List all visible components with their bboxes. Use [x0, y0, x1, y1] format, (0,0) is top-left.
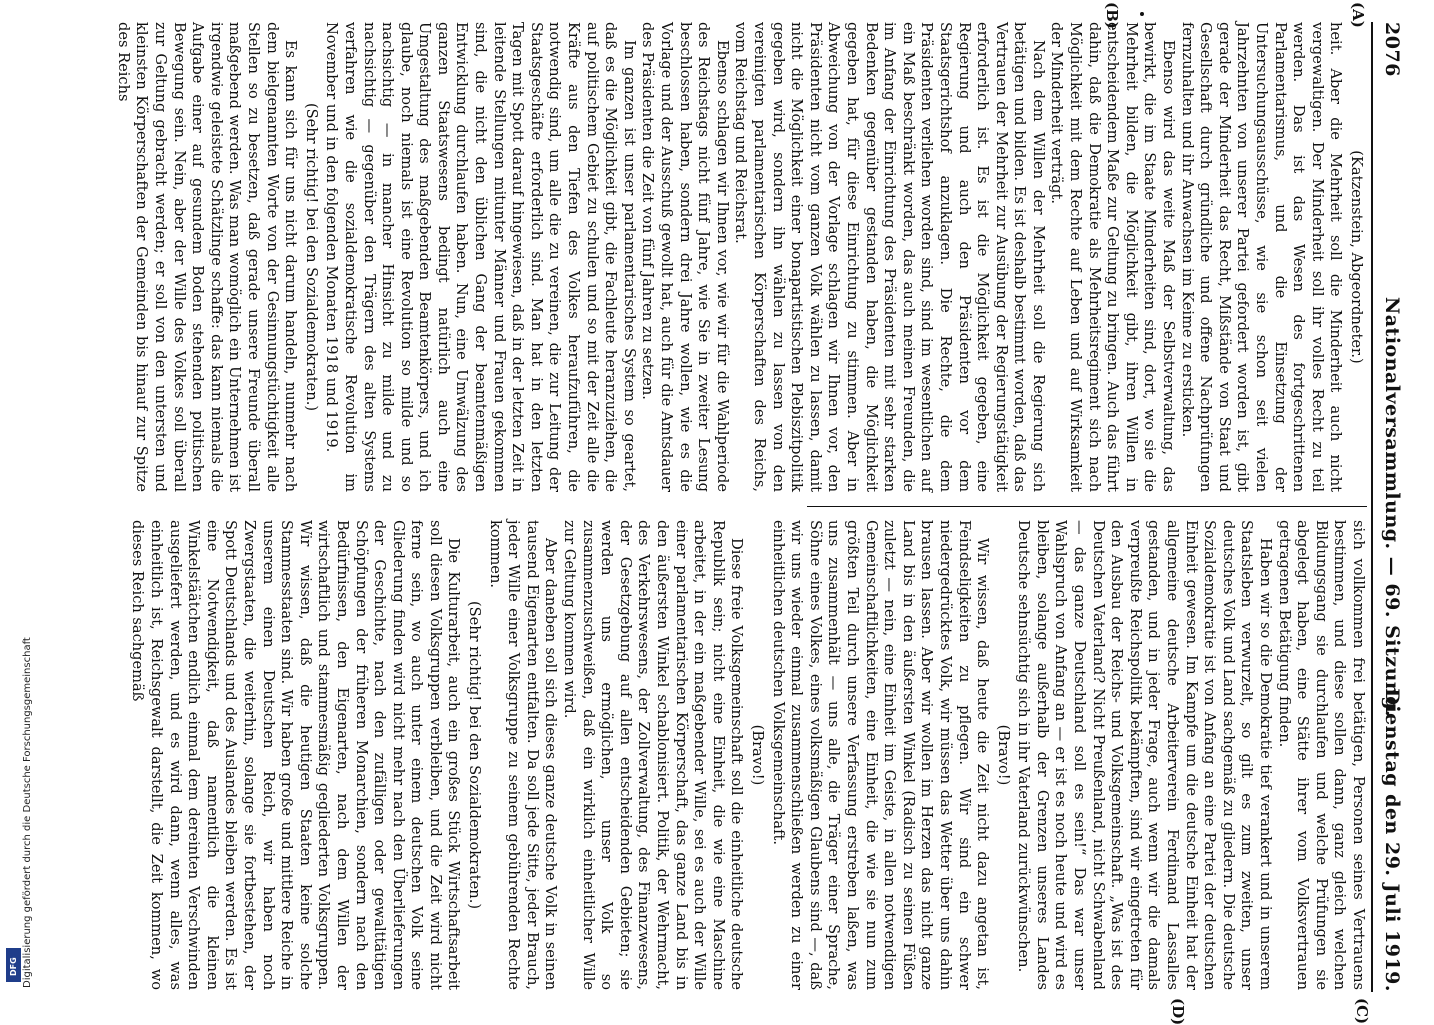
dfg-logo-text: DFG [9, 957, 18, 976]
paragraph: Ebenso wird das weite Maß der Selbstverwaltung, das bewirkt, die im Staate Minderheiten sind, dort, wo sie die Mehrheit bilden, die Möglichkeit gibt, ihren Willen in entscheidendem Maße zur Geltung zu bringen. Auch das führt dahin, daß die Demokratie als Mehrheitsregiment sich nach Möglichkeit mit dem Rechte auf Leben und auf Wirksamkeit der Minderheit verträgt. [1048, 22, 1178, 492]
interjection: (Bravo!) [994, 724, 1012, 786]
speaker-label: (Katzenstein, Abgeordneter.) [1348, 150, 1365, 364]
footer-text: Digitalisierung gefördert durch die Deutsche Forschungsgemeinschaft [22, 637, 33, 988]
paragraph: Ebenso schlagen wir Ihnen vor, wie wir für die Wahlperiode des Reichstags nicht fünf Jahre, wie Sie in zweiter Lesung beschlossen haben, sondern drei Jahre wollen, wie es die Vorlage und der Ausschuß gewollt hat, auch für die Amtsdauer des Präsidenten die Zeit von fünf Jahren zu setzen. [639, 22, 731, 492]
page-number: 2076 [1381, 22, 1403, 77]
right-column [129, 520, 1367, 990]
paragraph: sich vollkommen frei betätigen, Personen seines Vertrauens bestimmen, und diese sollen dann, ganz gleich welchen Bildungsgang sie durchlaufen und welche Prüfungen sie abgelegt haben, eine Stätte ihrer vom Volksvertrauen getragenen Betätigung finden. [1275, 520, 1367, 990]
interjection: (Bravo!) [749, 724, 766, 786]
page-header [1371, 22, 1407, 992]
paragraph: Haben wir so die Demokratie tief verankert und in unserem Staatsleben verwurzelt, so gilt es zum zweiten, unser deutsches Volk und Land sachgemäß zu gliedern. Die deutsche Sozialdemokratie ist von Anfang an eine Partei der deutschen Einheit gewesen. Im Kampfe um die deutsche Einheit hat der allgemeine deutsche Arbeiterverein Ferdinand Lassalles gestanden, und in jeder Frage, auch wenn wir die damals verpreußte Reichspolitik bekämpften, sind wir eingetreten für den Ausbau der Reichs- und Volksgemeinschaft. „Was ist des Deutschen Vaterland? Nicht Preußenland, nicht Schwabenland — das ganze Deutschland soll es sein!“ Das war unser Wahlspruch von Anfang an — er ist es noch heute und wird es bleiben, solange außerhalb der Grenzen unseres Landes Deutsche sehnsüchtig sich in ihr Vaterland zurückwünschen. [1015, 520, 1275, 990]
footer-credit [2, 28, 33, 988]
margin-dot [1140, 12, 1144, 16]
margin-marker-d: (D) [1169, 998, 1187, 1025]
paragraph: Aber daneben soll sich dieses ganze deutsche Volk in seinen tausend Eigenarten entfalten. Da soll jede Sitte, jeder Brauch, jeder Wille einer Volksgruppe zu seinem gebührenden Rechte kommen. [486, 520, 560, 990]
interjection: (Sehr richtig! bei den Sozialdemokraten.) [302, 102, 320, 412]
left-column [114, 22, 1367, 492]
paragraph: heit. Aber die Mehrheit soll die Minderheit auch nicht vergewaltigen. Der Minderheit soll ihr volles Recht zu teil werden. Das ist das Wesen des fortgeschrittenen Parlamentarismus, und die Einsetzung der Untersuchungsausschüsse, wie sie schon seit vielen Jahrzehnten von unserer Partei gefordert worden ist, gibt gerade der Minderheit das Recht, Mißstände von Staat und Gesellschaft durch gründliche und offene Nachprüfungen fernzuhalten und ihr Anwachsen im Keime zu ersticken. [1178, 22, 1345, 492]
page-title: Nationalversammlung. — 69. Sitzung. [1381, 296, 1403, 718]
interjection: (Sehr richtig! bei den Sozialdemokraten.) [466, 600, 484, 910]
paragraph: Im ganzen ist unser parlamentarisches System so geartet, daß es die Möglichkeit gibt, die Fachleute heranzuziehen, die auf politischem Gebiet zu schulen und so mit der Zeit alle die Kräfte aus den Tiefen des Volkes heraufzuführen, die notwendig sind, um alle die zu vereinen, die zur Leitung der Staatsgeschäfte erforderlich sind. Man hat in den letzten Tagen mit Spott darauf hingewiesen, daß in der letzten Zeit in leitende Stellungen mitunter Männer und Frauen gekommen sind, die nicht den üblichen Gang der beamtenmäßigen Entwicklung durchlaufen haben. Nun, eine Umwälzung des ganzen Staatswesens bedingt natürlich auch eine Umgestaltung des maßgebenden Beamtenkörpers, und ich glaube, noch niemals ist eine Revolution so milde und so nachsichtig — in mancher Hinsicht zu milde und zu nachsichtig — gegenüber den Trägern des alten Systems verfahren wie die sozialdemokratische Revolution im November und in den folgenden Monaten 1918 und 1919. [323, 22, 638, 492]
margin-marker-c: (C) [1353, 998, 1371, 1025]
paragraph: Wir wissen, daß heute die Zeit nicht dazu angetan ist, Feindseligkeiten zu pflegen. Wir sind ein schwer niedergedrücktes Volk, wir müssen das Wetter über uns dahin brausen lassen. Aber wir wollen im Herzen das nicht ganze Land bis in den äußersten Winkel (Radisch zu seinen Füßen zuletzt — nein, eine Einheit im Geiste, in allen notwendigen Gemeinschaftlichkeiten, eine Einheit, die wie sie nun zum größten Teil durch unsere Verfassung erstreben laßen, was uns zusammenhält — uns alle, die Träger einer Sprache, Söhne eines Volkes, eines volksmäßigen Glaubens sind —, daß wir uns wieder einmal zusammenschließen werden zu einer einheitlichen deutschen Volksgemeinschaft. [769, 520, 992, 990]
column-divider [807, 506, 1367, 507]
margin-marker-b: (B) [1103, 2, 1121, 29]
paragraph: Nach dem Willen der Mehrheit soll die Regierung sich betätigen und bilden. Es ist deshalb bestimmt worden, daß das Vertrauen der Mehrheit zur Ausübung der Regierungstätigkeit erforderlich ist. Es ist die Möglichkeit gegeben, eine Regierung und auch den Präsidenten vor dem Staatsgerichtshof anzuklagen. Die Rechte, die dem Präsidenten verliehen worden sind, sind im wesentlichen auf ein Maß beschränkt worden, das auch meinen Freunden, die im Anfang der Einrichtung des Präsidenten mit sehr starken Bedenken gegenüber gestanden haben, die Möglichkeit gegeben hat, für diese Einrichtung zu stimmen. Aber in Abweichung von der Vorlage schlagen wir Ihnen vor, den Präsidenten nicht vom ganzen Volk wählen zu lassen, damit nicht die Möglichkeit einer bonapartistischen Plebiszitpolitik gegeben wird, sondern ihn wählen zu lassen von den vereinigten parlamentarischen Körperschaften des Reichs, vom Reichstag und Reichsrat. [732, 22, 1047, 492]
margin-marker-a: (A) [1349, 2, 1367, 28]
rotated-page [42, 2, 1407, 1025]
session-date: Dienstag den 29. Juli 1919. [1381, 688, 1403, 992]
paragraph: Diese freie Volksgemeinschaft soll die einheitliche deutsche Republik sein; nicht eine Einheit, die wie eine Maschine arbeitet, in der ein maßgebender Wille, sei es auch der Wille einer parlamentarischen Körperschaft, das ganze Land bis in den äußersten Winkel schablonisiert. Politik, der Wehrmacht, des Verkehrswesens, der Zollverwaltung, des Finanzwesens, der Gesetzgebung auf allen entscheidenden Gebieten; sie werden uns ermöglichen, unser Volk so zusammenzuschweißen, daß ein wirklich einheitlicher Wille zur Geltung kommen wird. [561, 520, 746, 990]
paragraph: Die Kulturarbeit, auch ein großes Stück Wirtschaftsarbeit soll diesen Volksgruppen verbleiben, und die Zeit wird nicht ferne sein, wo auch unter einem deutschen Volk seine Gliederung finden wird nicht mehr nach den Überlieferungen der Geschichte, nach den zufälligen oder gewalttätigen Schöpfungen der früheren Monarchien, sondern nach den Bedürfnissen, den Eigenarten, nach dem Willen der wirtschaftlich und stammesmäßig gegliederten Volksgruppen. Wir wissen, daß die heutigen Staaten keine solche Stammesstaaten sind. Wir haben große und mittlere Reiche in unserem einen Deutschen Reich, wir haben noch Zwergstaaten, die weiterhin, solange sie fortbestehen, der Spott Deutschlands und des Auslandes bleiben werden. Es ist eine Notwendigkeit, daß namentlich die kleinen Winkelstäätchen endlich einmal dem dereinten Verschwinden ausgeliefert werden, und es wird dann, wenn alles, was einheitlich ist, Reichsgewalt darstellt, die Zeit kommen, wo dieses Reich sachgemäß [129, 520, 463, 990]
paragraph: Es kann sich für uns nicht darum handeln, nunmehr nach dem bielgenannten Worte von der Gesinnungstüchtigkeit alle Stellen so zu besetzen, daß gerade unsere Freunde überall maßgebend werden. Was man womöglich ein Unternehmen ist irgendwie geleistete Schätzlinge schaffe: das kann niemals die Aufgabe einer auf gesundem Boden stehenden politischen Bewegung sein. Nein, aber der Wille des Volkes soll überall zur Geltung gebracht werden; er soll von den untersten und kleinsten Körperschaften der Gemeinden bis hinauf zur Spitze des Reichs [114, 22, 300, 492]
dfg-logo [6, 948, 21, 982]
